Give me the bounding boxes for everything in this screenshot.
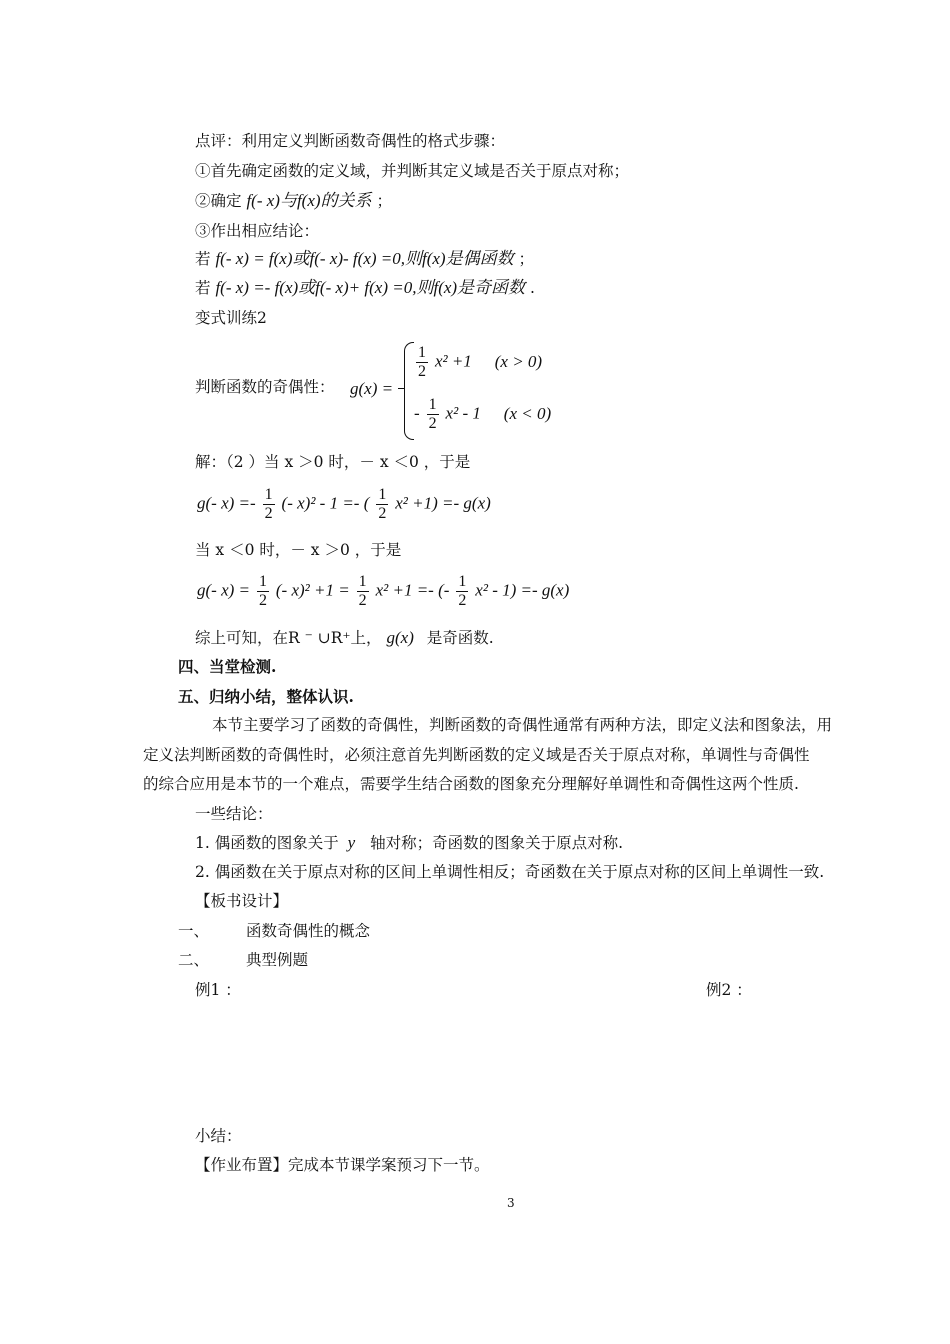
board-item-1-text: 函数奇偶性的概念: [246, 922, 371, 940]
fraction: $\frac{1}{2}$: [258, 573, 267, 609]
conclusion-item-2: 2. 偶函数在关于原点对称的区间上单调性相反；奇函数在关于原点对称的区间上单调性一致.: [195, 863, 825, 881]
board-item-2-number: 二、: [178, 951, 210, 969]
section-5-heading: 五、归纳小结，整体认识.: [178, 687, 354, 706]
variant-title: 变式训练2: [195, 309, 267, 327]
piece-2: - $\frac{1}{2}$ x² - 1 (x < 0): [414, 396, 552, 432]
summary-line-3: 的综合应用是本节的一个难点，需要学生结合函数的图象充分理解好单调性和奇偶性这两个性质.: [143, 775, 799, 793]
conclusion: 综上可知，在R ⁻ ∪R⁺上， g(x) 是奇函数.: [195, 628, 494, 647]
case-2: 当 x ＜0 时，－ x ＞0 ，于是: [195, 541, 402, 559]
page-number: 3: [507, 1196, 515, 1210]
step-3: ③作出相应结论：: [195, 222, 320, 240]
problem-label: 判断函数的奇偶性：: [195, 378, 335, 396]
comment-title: 点评：利用定义判断函数奇偶性的格式步骤：: [195, 132, 506, 150]
piece-1: $\frac{1}{2}$ x² +1 (x > 0): [418, 344, 543, 380]
rule-odd: 若 f(- x) =- f(x)或f(- x)+ f(x) =0,则f(x)是奇函数 .: [195, 278, 535, 297]
fraction: $\frac{1}{2}$: [458, 573, 467, 609]
equation-1: g(- x) =- $\frac{1}{2}$ (- x)² - 1 =- ( $\frac{1}{2}$ x² +1) =- g(x): [197, 486, 491, 522]
section-4-heading: 四、当堂检测.: [178, 657, 277, 676]
example-1-label: 例1 ：: [195, 981, 241, 999]
solution-intro: 解：（2 ）当 x ＞0 时，－ x ＜0 ，于是: [195, 453, 471, 471]
step-2: ②确定 f(- x)与f(x)的关系 ；: [195, 191, 392, 210]
fraction: $\frac{1}{2}$: [358, 573, 367, 609]
piecewise-brace: [404, 342, 414, 440]
board-item-1-number: 一、: [178, 922, 210, 940]
equation-2: g(- x) = $\frac{1}{2}$ (- x)² +1 = $\frac{1}{2}$ x² +1 =- (- $\frac{1}{2}$ x² - 1) =- g(x): [197, 573, 570, 609]
board-design-title: 【板书设计】: [195, 892, 289, 910]
fraction: $\frac{1}{2}$: [418, 344, 426, 380]
fraction: $\frac{1}{2}$: [428, 396, 437, 432]
homework-assignment: 【作业布置】完成本节课学案预习下一节。: [195, 1156, 490, 1174]
function-name: g(x) =: [350, 379, 394, 398]
summary-label: 小结：: [195, 1127, 242, 1145]
fraction: $\frac{1}{2}$: [264, 486, 273, 522]
step-1: ①首先确定函数的定义域，并判断其定义域是否关于原点对称；: [195, 162, 630, 180]
conclusions-title: 一些结论：: [195, 805, 273, 823]
piecewise-brace-tip: [398, 388, 405, 389]
board-item-2-text: 典型例题: [246, 951, 309, 969]
summary-line-1: 本节主要学习了函数的奇偶性，判断函数的奇偶性通常有两种方法，即定义法和图象法，用: [212, 716, 833, 734]
example-2-label: 例2 ：: [706, 981, 752, 999]
rule-even: 若 f(- x) = f(x)或f(- x)- f(x) =0,则f(x)是偶函数 ；: [195, 249, 535, 268]
summary-line-2: 定义法判断函数的奇偶性时，必须注意首先判断函数的定义域是否关于原点对称，单调性与奇偶性: [143, 746, 810, 764]
fraction: $\frac{1}{2}$: [378, 486, 387, 522]
conclusion-item-1: 1. 偶函数的图象关于 y 轴对称；奇函数的图象关于原点对称.: [195, 833, 624, 852]
